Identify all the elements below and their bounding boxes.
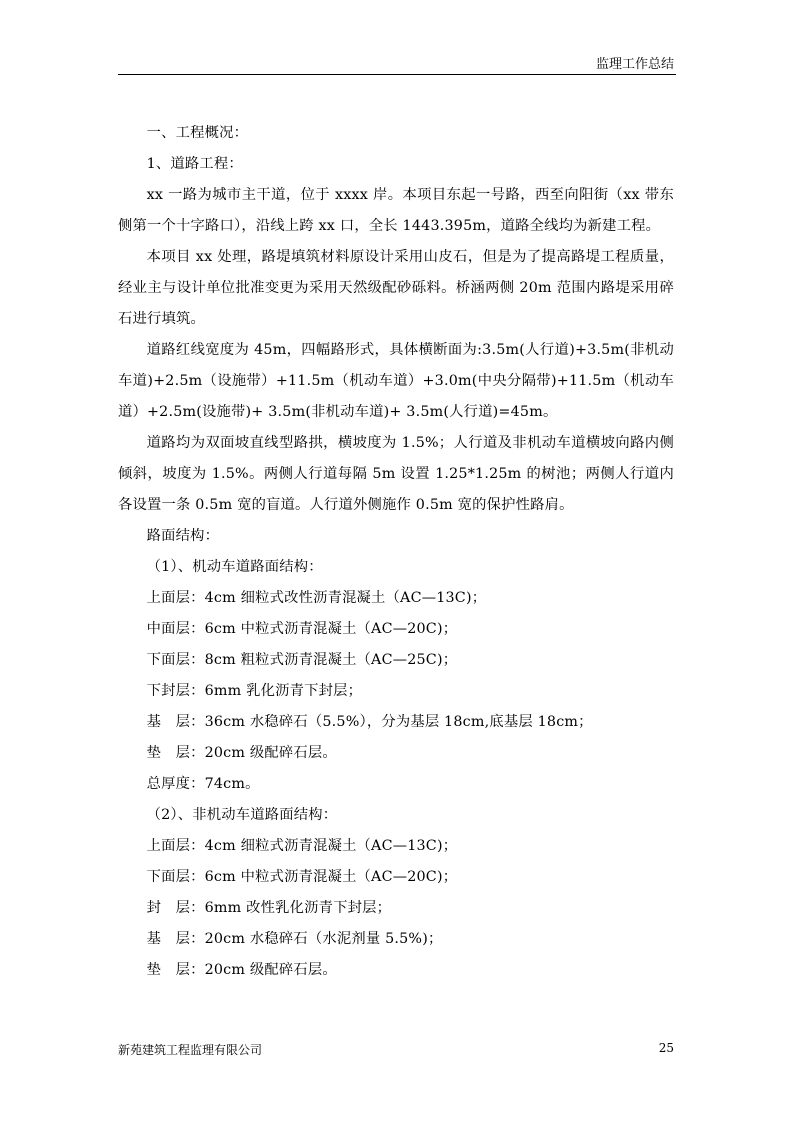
heading-nonmotorway-structure: （2）、非机动车道路面结构： [146,807,338,823]
nonmotorway-base-layer: 基 层：20cm 水稳碎石（水泥剂量 5.5%)； [146,931,443,947]
nonmotorway-lower-layer: 下面层：6cm 中粒式沥青混凝土（AC—20C)； [146,869,458,885]
motorway-cushion-layer: 垫 层：20cm 级配碎石层。 [146,745,337,761]
header-rule [118,74,676,75]
subsection-heading-road: 1、道路工程： [146,156,243,172]
nonmotorway-cushion-layer: 垫 层：20cm 级配碎石层。 [146,962,337,978]
motorway-base-layer: 基 层：36cm 水稳碎石（5.5%），分为基层 18cm,底基层 18cm； [146,714,593,730]
nonmotorway-seal-layer: 封 层：6mm 改性乳化沥青下封层； [146,900,392,916]
nonmotorway-upper-layer: 上面层：4cm 细粒式沥青混凝土（AC—13C)； [146,838,458,854]
section-heading-overview: 一、工程概况： [146,125,249,141]
header-title: 监理工作总结 [595,57,674,72]
page-number: 25 [658,1041,674,1055]
motorway-total-thickness: 总厚度：74cm。 [146,776,260,792]
heading-pavement-structure: 路面结构： [146,528,220,544]
paragraph-cross-section: 道路红线宽度为 45m，四幅路形式，具体横断面为:3.5m(人行道)+3.5m(非机动车道)+2.5m（设施带）+11.5m（机动车道）+3.0m(中央分隔带)+11.5m（机动车道）+2.5m(设施带)+ 3.5m(非机动车道)+ 3.5m(人行道)=45m。 [118,342,674,420]
footer-company: 新苑建筑工程监理有限公司 [118,1043,263,1057]
document-body [118,118,674,986]
motorway-lower-seal: 下封层：6mm 乳化沥青下封层； [146,683,363,699]
motorway-middle-layer: 中面层：6cm 中粒式沥青混凝土（AC—20C)； [146,621,458,637]
paragraph-road-intro: xx 一路为城市主干道，位于 xxxx 岸。本项目东起一号路，西至向阳街（xx 带东侧第一个十字路口），沿线上跨 xx 口，全长 1443.395m，道路全线均为新建工程。 [118,187,674,234]
paragraph-embankment: 本项目 xx 处理，路堤填筑材料原设计采用山皮石，但是为了提高路堤工程质量，经业主与设计单位批准变更为采用天然级配砂砾料。桥涵两侧 20m 范围内路堤采用碎石进行填筑。 [118,249,674,327]
heading-motorway-structure: （1）、机动车道路面结构： [146,559,323,575]
motorway-lower-layer: 下面层：8cm 粗粒式沥青混凝土（AC—25C)； [146,652,458,668]
motorway-upper-layer: 上面层：4cm 细粒式改性沥青混凝土（AC—13C)； [146,590,487,606]
paragraph-slope: 道路均为双面坡直线型路拱，横坡度为 1.5%；人行道及非机动车道横坡向路内侧倾斜，坡度为 1.5%。两侧人行道每隔 5m 设置 1.25*1.25m 的树池；两侧人行道内各设置一条 0.5m 宽的盲道。人行道外侧施作 0.5m 宽的保护性路肩。 [118,435,674,513]
